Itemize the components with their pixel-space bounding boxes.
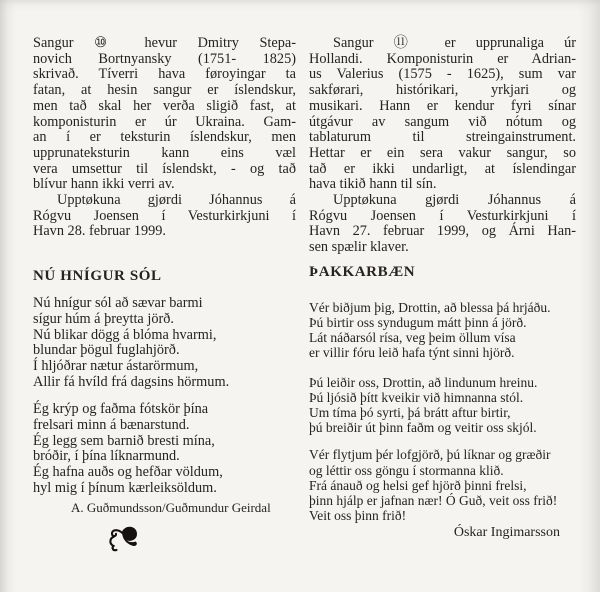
poem-stanza-right-1 bbox=[309, 300, 576, 361]
text-line: frelsari minn á bænarstund. bbox=[33, 417, 190, 434]
text-line: an í er teksturin íslendskur, men bbox=[33, 129, 296, 146]
text-line: Hettar er ein sera vakur sangur, so bbox=[309, 144, 576, 161]
text-line: sakførari, histórikari, yrkjari og bbox=[309, 82, 576, 99]
poem-stanza-right-2 bbox=[309, 375, 576, 436]
text-line: útgávur av sangum við nótum og bbox=[309, 113, 576, 130]
text-line: skrivað. Tíverri hava føroyingar ta bbox=[33, 66, 296, 83]
text-line: Vér biðjum þig, Drottin, að blessa þá hrjáðu. bbox=[309, 299, 551, 315]
text-line: Nú hnígur sól að sævar barmi bbox=[33, 295, 203, 312]
paragraph-recording-right bbox=[309, 193, 576, 256]
text-line: er villir fóru leið hafa týnt sinni hjörð. bbox=[309, 345, 515, 361]
section-heading-nu-hnigur-sol: NÚ HNÍGUR SÓL bbox=[33, 268, 162, 285]
poem-attribution-right: Óskar Ingimarsson bbox=[453, 525, 560, 541]
text-line: blívur hann ikki verri av. bbox=[33, 176, 175, 193]
text-line: Ég hafna auðs og hefðar völdum, bbox=[33, 464, 223, 481]
left-column bbox=[33, 36, 296, 559]
text-line: Rógvu Joensen í Vesturkirkjuni í bbox=[33, 207, 296, 224]
text-line: Havn 28. februar 1999. bbox=[33, 223, 167, 240]
text-line: Þú birtir oss syndugum mátt þinn á jörð. bbox=[309, 315, 527, 331]
text-line: Veit oss þinn frið! bbox=[309, 508, 407, 524]
text-line: blundar þögul fuglahjörð. bbox=[33, 342, 180, 359]
text-line: Nú blikar dögg á blóma hvarmi, bbox=[33, 326, 217, 343]
text-line: musikari. Hann er kendur fyri sínar bbox=[309, 97, 576, 114]
text-line: Allir fá hvíld frá dagsins hörmum. bbox=[33, 373, 230, 390]
text-line: vera umsettur til íslendskt, - og tað bbox=[33, 160, 296, 177]
paragraph-song11 bbox=[309, 36, 576, 193]
fleuron-ornament-icon bbox=[103, 524, 143, 554]
right-column bbox=[309, 36, 576, 541]
text-line: men tað skal her verða sligið fast, at bbox=[33, 97, 296, 114]
text-line: sen spælir klaver. bbox=[309, 239, 409, 256]
text-line: Vér flytjum þér lofgjörð, þú líknar og græðir bbox=[309, 447, 551, 463]
text-line: Lát náðarsól rísa, veg þeim öllum vísa bbox=[309, 330, 516, 346]
section-heading-thakkarbaen: ÞAKKARBÆN bbox=[309, 263, 416, 280]
text-line: fatan, at hesin sangur er íslendskur, bbox=[33, 82, 296, 99]
text-line: Í hljóðrar nætur ástarörmum, bbox=[33, 357, 199, 374]
text-line: tablaturum til streingainstrument. bbox=[309, 129, 576, 146]
text-line: Rógvu Joensen í Vesturkirkjuni í bbox=[309, 207, 576, 224]
text-line: Upptøkuna gjørdi Jóhannus á bbox=[57, 192, 296, 209]
text-line: Frá ánauð og helsi gef hjörð þinni frelsi, bbox=[309, 477, 527, 493]
text-line: Ég legg sem barnið bresti mína, bbox=[33, 432, 215, 449]
text-line: Ég krýp og faðma fótskör þína bbox=[33, 401, 209, 418]
poem-stanza-left-1 bbox=[33, 296, 296, 390]
text-line: bróðir, í þína líknarmund. bbox=[33, 448, 180, 465]
text-line: þú breiðir út þinn faðm og veitir oss skjól. bbox=[309, 420, 537, 436]
poem-stanza-right-3 bbox=[309, 447, 576, 523]
text-line: hyl mig í þínum kærleiksöldum. bbox=[33, 479, 217, 496]
text-line: novich Bortnyansky (1751- 1825) bbox=[33, 50, 296, 67]
text-line: Sangur ⑩ hevur Dmitry Stepa- bbox=[33, 35, 296, 51]
text-line: us Valerius (1575 - 1625), sum var bbox=[309, 66, 576, 83]
text-line: hava tikið hann til sín. bbox=[309, 176, 437, 193]
text-line: Hollandi. Komponisturin er Adrian- bbox=[309, 50, 576, 67]
poem-stanza-left-2 bbox=[33, 402, 296, 496]
text-line: Havn 27. februar 1999, og Árni Han- bbox=[309, 223, 576, 240]
text-line: Sangur ⑪ er upprunaliga úr bbox=[333, 35, 576, 51]
poem-attribution-left: A. Guðmundsson/Guðmundur Geirdal bbox=[71, 499, 271, 515]
text-line: Þú leiðir oss, Drottin, að lindunum hreinu. bbox=[309, 374, 538, 390]
text-line: Um tíma þó syrti, þá brátt aftur birtir, bbox=[309, 405, 511, 421]
text-line: þinn hjálp er jafnan nær! Ó Guð, veit oss frið! bbox=[309, 493, 558, 509]
text-line: tað er ikki undarligt, at íslendingar bbox=[309, 160, 576, 177]
paragraph-song10 bbox=[33, 36, 296, 193]
text-line: og léttir oss göngu í stormanna klið. bbox=[309, 462, 504, 478]
text-line: komponisturin er úr Ukraina. Gam- bbox=[33, 113, 296, 130]
text-line: Þú ljósið þítt kveikir við himnanna stól. bbox=[309, 389, 524, 405]
text-line: upprunateksturin kann eins væl bbox=[33, 144, 296, 161]
text-line: sígur húm á þreytta jörð. bbox=[33, 310, 174, 327]
paragraph-recording-left bbox=[33, 193, 296, 240]
text-line: Upptøkuna gjørdi Jóhannus á bbox=[333, 192, 576, 209]
